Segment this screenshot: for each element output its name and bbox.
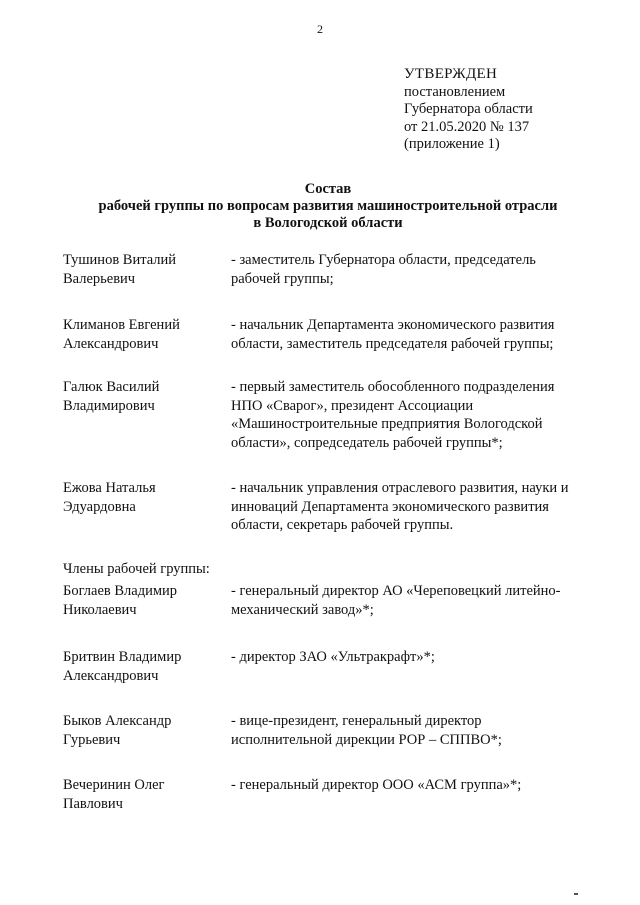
approval-heading: УТВЕРЖДЕН (404, 66, 498, 82)
approval-stamp (404, 66, 533, 154)
title-line: Состав (304, 181, 352, 197)
page-number: 2 (317, 22, 323, 36)
approval-date-number: от 21.05.2020 № 137 (404, 118, 530, 135)
scan-speck (574, 893, 578, 895)
approval-appendix: (приложение 1) (404, 136, 500, 152)
person-role: - вице-президент, генеральный директор исполнительной дирекции РОР – СППВО*; (231, 713, 502, 748)
document-title (0, 181, 640, 232)
approval-line: постановлением (404, 83, 506, 100)
person-role: - начальник управления отраслевого развития, науки и инноваций Департамента экономического развития области, секретарь рабочей группы. (231, 480, 569, 533)
person-role: - генеральный директор ООО «АСМ группа»*; (231, 777, 522, 793)
person-name: Вечеринин Олег Павлович (63, 777, 165, 812)
person-name: Боглаев Владимир Николаевич (63, 583, 178, 618)
title-line: в Вологодской области (253, 215, 403, 231)
person-name: Галюк Василий Владимирович (63, 379, 160, 414)
person-role: - первый заместитель обособленного подразделения НПО «Сварог», президент Ассоциации «Машиностроительные предприятия Вологодской области», сопредседатель рабочей группы*; (231, 379, 555, 451)
title-line: рабочей группы по вопросам развития машиностроительной отрасли (98, 198, 558, 214)
person-name: Климанов Евгений Александрович (63, 317, 180, 352)
person-role: - генеральный директор АО «Череповецкий литейно- механический завод»*; (231, 583, 561, 618)
approval-line: Губернатора области (404, 101, 533, 117)
members-heading: Члены рабочей группы: (63, 561, 210, 577)
person-name: Тушинов Виталий Валерьевич (63, 252, 177, 287)
person-role: - начальник Департамента экономического развития области, заместитель председателя рабочей группы; (231, 317, 555, 352)
person-name: Бритвин Владимир Александрович (63, 649, 182, 684)
person-name: Ежова Наталья Эдуардовна (63, 480, 156, 515)
person-name: Быков Александр Гурьевич (63, 713, 172, 748)
person-role: - заместитель Губернатора области, председатель рабочей группы; (231, 252, 536, 287)
person-role: - директор ЗАО «Ультракрафт»*; (231, 649, 435, 665)
